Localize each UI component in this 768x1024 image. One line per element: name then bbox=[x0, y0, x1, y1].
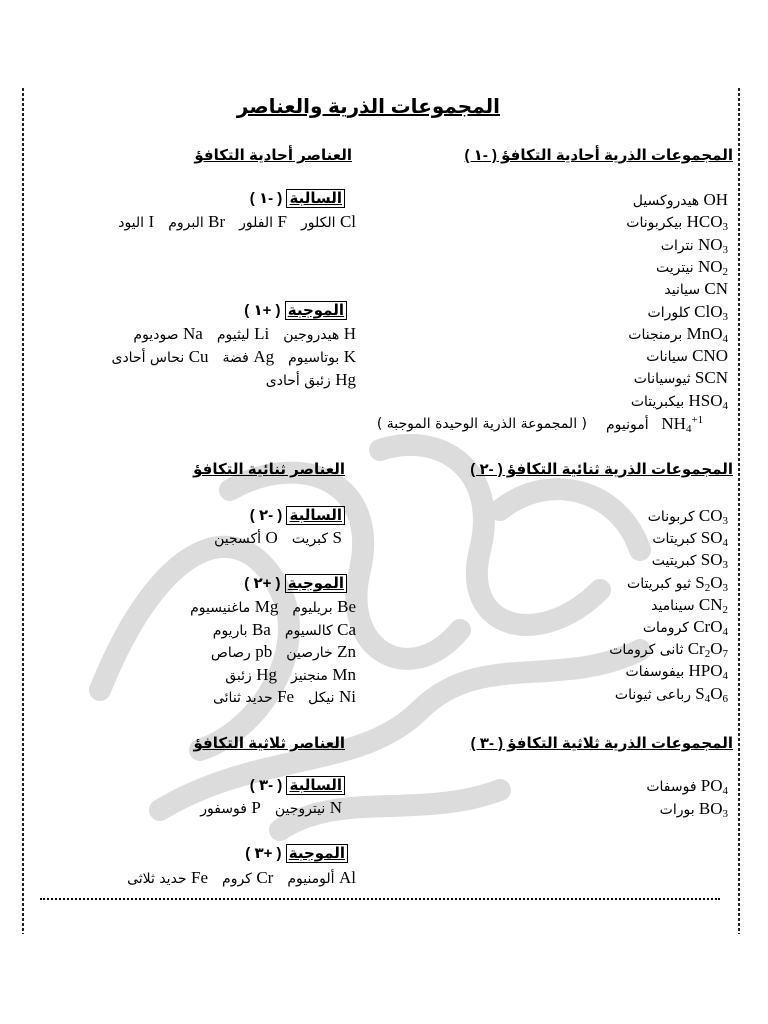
mono-group-formula: ClO$_3$ bbox=[694, 301, 728, 323]
mono-group-formula: CNO bbox=[692, 346, 728, 366]
mono-neg-symbol: Br bbox=[208, 212, 226, 231]
di-group-formula: $Cr_2O_7$ bbox=[687, 639, 728, 661]
di-pos-symbol: Zn bbox=[337, 642, 356, 662]
mono-group-name: بيكربونات bbox=[626, 215, 683, 232]
mono-pos-element bbox=[266, 370, 356, 389]
mono-pos-row bbox=[252, 370, 356, 390]
tri-neg-element bbox=[275, 798, 342, 817]
mono-groups-heading: المجموعات الذرية أحادية التكافؤ ( -١ ) bbox=[464, 147, 733, 164]
di-pos-element bbox=[285, 620, 356, 639]
tri-positive-elements bbox=[38, 868, 356, 888]
di-pos-element-name: بريليوم bbox=[292, 600, 338, 616]
mono-group-row bbox=[628, 324, 728, 345]
di-pos-element-name: باريوم bbox=[212, 622, 252, 639]
mono-pos-element-name: نحاس أحادى bbox=[111, 350, 189, 366]
mono-pos-element bbox=[133, 324, 202, 343]
di-pos-symbol: Mn bbox=[332, 664, 356, 684]
mono-group-formula: OH bbox=[703, 190, 728, 209]
di-neg-symbol: O bbox=[265, 528, 278, 547]
tri-group-formula: $BO_3$ bbox=[698, 799, 728, 820]
di-elements-heading: العناصر ثنائية التكافؤ bbox=[193, 461, 345, 478]
di-pos-element bbox=[291, 665, 356, 684]
di-group-row bbox=[626, 661, 728, 682]
mono-pos-symbol: Hg bbox=[335, 370, 356, 389]
mono-group-row bbox=[664, 279, 728, 299]
tri-group-name: بورات bbox=[659, 802, 695, 818]
mono-group-name: كلورات bbox=[647, 304, 690, 321]
di-pos-element bbox=[292, 597, 356, 616]
di-positive-label: الموجبة ( +٢ ) bbox=[232, 574, 347, 592]
di-neg-element bbox=[214, 528, 278, 547]
mono-neg-element bbox=[118, 212, 154, 231]
mono-pos-element bbox=[223, 347, 275, 366]
di-group-formula: CrO$_4$ bbox=[693, 617, 728, 638]
di-pos-element-name: نيكل bbox=[308, 690, 339, 707]
mono-neg-symbol: F bbox=[277, 212, 287, 231]
di-pos-row bbox=[199, 620, 356, 640]
di-pos-element bbox=[190, 597, 278, 616]
tri-neg-element-name: فوسفور bbox=[200, 801, 252, 817]
di-pos-element-name: منجنيز bbox=[290, 667, 333, 684]
di-group-row bbox=[651, 595, 728, 616]
mono-group-name: ثيوسيانات bbox=[633, 371, 691, 388]
mono-pos-element-name: ليثيوم bbox=[216, 327, 255, 343]
di-pos-symbol: Mg bbox=[254, 597, 279, 616]
tri-group-row bbox=[646, 776, 728, 797]
tri-neg-element bbox=[200, 798, 261, 817]
mono-pos-symbol: Cu bbox=[188, 347, 209, 366]
mono-group-formula: $NO_2$ bbox=[697, 256, 728, 278]
tri-neg-element-name: نيتروجين bbox=[274, 801, 330, 817]
di-pos-symbol: Hg bbox=[256, 664, 277, 684]
di-group-row bbox=[652, 550, 728, 571]
di-pos-element bbox=[308, 687, 356, 706]
tri-pos-element bbox=[127, 868, 208, 887]
mono-neg-element-name: الكلور bbox=[300, 215, 340, 231]
di-group-row bbox=[652, 528, 728, 549]
di-negative-label: السالبة ( -٢ ) bbox=[235, 506, 345, 524]
di-negative-elements bbox=[150, 528, 342, 548]
mono-group-row bbox=[661, 235, 728, 256]
mono-pos-element bbox=[217, 324, 269, 343]
tri-pos-symbol: Cr bbox=[256, 868, 274, 887]
di-pos-element-name: خارصين bbox=[286, 645, 338, 662]
mono-negative-label: السالبة ( -١ ) bbox=[235, 189, 345, 207]
di-pos-element-name: رصاص bbox=[210, 645, 256, 662]
di-pos-element-name: كالسيوم bbox=[284, 622, 338, 639]
di-pos-symbol: Ni bbox=[339, 687, 356, 707]
tri-pos-symbol: Fe bbox=[191, 868, 209, 887]
di-group-formula: $SO_4$ bbox=[700, 528, 728, 550]
mono-pos-element-name: فضة bbox=[222, 350, 254, 366]
di-group-formula: $S_4O_6$ bbox=[695, 683, 728, 705]
di-group-name: كرومات bbox=[642, 620, 689, 636]
tri-pos-element-name: حديد ثلاثى bbox=[127, 871, 192, 887]
mono-group-row bbox=[656, 257, 728, 278]
di-group-formula: $HPO_4$ bbox=[688, 661, 728, 683]
mono-group-name: سيانات bbox=[646, 349, 688, 366]
mono-neg-symbol: I bbox=[148, 212, 155, 231]
page-title: المجموعات الذرية والعناصر bbox=[236, 96, 500, 118]
mono-pos-row bbox=[97, 347, 356, 367]
mono-group-formula: MnO$_4$ bbox=[686, 323, 728, 345]
bottom-dotted-line bbox=[40, 898, 720, 900]
mono-group-name: بيكبريتات bbox=[630, 393, 685, 410]
tri-pos-element-name: ألومنيوم bbox=[287, 871, 339, 887]
di-group-row bbox=[609, 639, 728, 660]
mono-pos-element bbox=[111, 347, 208, 366]
tri-neg-symbol: N bbox=[329, 798, 342, 817]
mono-pos-symbol: Li bbox=[254, 324, 270, 343]
mono-pos-symbol: Na bbox=[183, 324, 203, 343]
mono-group-formula: $HCO_3$ bbox=[686, 212, 728, 234]
mono-group-row bbox=[634, 368, 728, 388]
ammonium-row bbox=[606, 414, 703, 435]
mono-pos-element-name: زئبق أحادى bbox=[265, 373, 336, 389]
tri-pos-symbol: Al bbox=[339, 868, 356, 887]
di-pos-symbol: Be bbox=[337, 597, 356, 616]
mono-neg-symbol: Cl bbox=[339, 212, 356, 231]
tri-negative-label: السالبة ( -٣ ) bbox=[235, 776, 345, 794]
di-pos-element bbox=[213, 620, 271, 639]
di-neg-element-name: كبريت bbox=[291, 531, 333, 547]
tri-positive-label: الموجبة ( +٣ ) bbox=[238, 844, 348, 862]
di-neg-element-name: أكسجين bbox=[214, 531, 266, 547]
di-pos-symbol: Ca bbox=[337, 619, 356, 639]
di-pos-element bbox=[286, 642, 356, 661]
mono-group-row bbox=[648, 302, 728, 323]
mono-group-formula: SCN bbox=[694, 368, 728, 388]
ammonium-name: أمونيوم bbox=[606, 417, 649, 433]
left-border bbox=[22, 88, 24, 934]
mono-positive-label: الموجبة ( +١ ) bbox=[232, 301, 347, 319]
mono-group-row bbox=[626, 212, 728, 233]
di-pos-symbol: pb bbox=[255, 642, 273, 662]
mono-neg-element bbox=[301, 212, 356, 231]
tri-pos-element bbox=[222, 868, 273, 887]
mono-group-row bbox=[633, 190, 728, 210]
di-pos-symbol: Ba bbox=[251, 619, 271, 639]
di-group-row bbox=[615, 684, 728, 705]
ammonium-note: ( المجموعة الذرية الوحيدة الموجبة ) bbox=[376, 416, 587, 432]
mono-pos-element-name: بوتاسيوم bbox=[288, 350, 344, 366]
di-pos-row bbox=[199, 687, 356, 707]
di-group-name: بيفوسفات bbox=[625, 664, 685, 681]
mono-neg-element bbox=[168, 212, 225, 231]
mono-pos-element bbox=[288, 347, 356, 366]
di-group-name: ثيو كبريتات bbox=[627, 575, 691, 592]
di-pos-row bbox=[197, 642, 356, 662]
tri-negative-elements bbox=[130, 798, 342, 818]
tri-pos-element bbox=[287, 868, 356, 887]
mono-group-name: نيتريت bbox=[655, 259, 694, 276]
tri-groups-heading: المجموعات الذرية ثلاثية التكافؤ ( -٣ ) bbox=[470, 735, 733, 752]
di-group-name: سيناميد bbox=[651, 597, 695, 614]
mono-group-formula: $NO_3$ bbox=[697, 234, 728, 256]
di-group-name: كربونات bbox=[647, 509, 695, 525]
tri-pos-element-name: كروم bbox=[222, 871, 257, 887]
mono-group-formula: $HSO_4$ bbox=[688, 390, 728, 412]
mono-group-name: سيانيد bbox=[664, 282, 701, 299]
mono-negative-elements bbox=[38, 212, 356, 232]
di-group-formula: $CO_3$ bbox=[698, 506, 728, 527]
mono-pos-element bbox=[283, 324, 356, 343]
di-neg-element bbox=[292, 528, 342, 547]
di-pos-element bbox=[211, 642, 272, 661]
mono-group-name: برمنجنات bbox=[628, 326, 683, 343]
tri-group-row bbox=[660, 799, 728, 820]
di-group-name: ثانى كرومات bbox=[609, 642, 684, 659]
di-pos-row bbox=[211, 665, 356, 685]
di-group-name: كبريتات bbox=[652, 531, 697, 548]
di-pos-row bbox=[176, 597, 356, 617]
tri-neg-symbol: P bbox=[251, 798, 261, 817]
di-group-row bbox=[627, 573, 728, 594]
mono-neg-element-name: البروم bbox=[168, 215, 209, 231]
mono-neg-element-name: اليود bbox=[118, 215, 149, 231]
mono-pos-symbol: Ag bbox=[253, 347, 275, 366]
mono-group-row bbox=[631, 391, 728, 412]
mono-group-name: نترات bbox=[660, 237, 694, 254]
mono-elements-heading: العناصر أحادية التكافؤ bbox=[194, 147, 352, 164]
di-group-name: رباعى ثيونات bbox=[614, 686, 691, 703]
mono-group-name: هيدروكسيل bbox=[632, 193, 700, 209]
mono-pos-symbol: H bbox=[343, 324, 356, 343]
di-neg-symbol: S bbox=[332, 528, 342, 547]
ammonium-formula: $NH_4^{+1}$ bbox=[661, 414, 704, 435]
mono-neg-element bbox=[239, 212, 287, 231]
mono-pos-row bbox=[119, 324, 356, 344]
tri-group-name: فوسفات bbox=[646, 779, 697, 795]
tri-group-formula: $PO_4$ bbox=[700, 776, 728, 797]
di-pos-symbol: Fe bbox=[277, 687, 295, 707]
mono-pos-symbol: K bbox=[343, 347, 356, 366]
mono-group-formula: CN bbox=[704, 279, 728, 299]
right-border bbox=[738, 88, 740, 934]
di-pos-element-name: حديد ثنائى bbox=[212, 690, 278, 707]
di-pos-element-name: ماغنيسيوم bbox=[190, 600, 255, 616]
di-group-row bbox=[643, 617, 728, 638]
di-pos-element-name: زئبق bbox=[225, 667, 257, 684]
di-pos-element bbox=[225, 665, 277, 684]
di-pos-element bbox=[213, 687, 294, 706]
di-group-name: كبريتيت bbox=[651, 553, 697, 570]
mono-neg-element-name: الفلور bbox=[239, 215, 278, 231]
di-group-formula: $SO_3$ bbox=[700, 550, 728, 572]
mono-pos-element-name: صوديوم bbox=[133, 327, 184, 343]
di-group-formula: $S_2O_3$ bbox=[695, 572, 728, 594]
di-group-row bbox=[648, 506, 728, 527]
di-groups-heading: المجموعات الذرية ثنائية التكافؤ ( -٢ ) bbox=[470, 461, 733, 478]
mono-group-row bbox=[646, 346, 728, 366]
tri-elements-heading: العناصر ثلاثية التكافؤ bbox=[193, 735, 345, 752]
di-group-formula: $CN_2$ bbox=[698, 594, 728, 616]
mono-pos-element-name: هيدروجين bbox=[283, 327, 344, 343]
